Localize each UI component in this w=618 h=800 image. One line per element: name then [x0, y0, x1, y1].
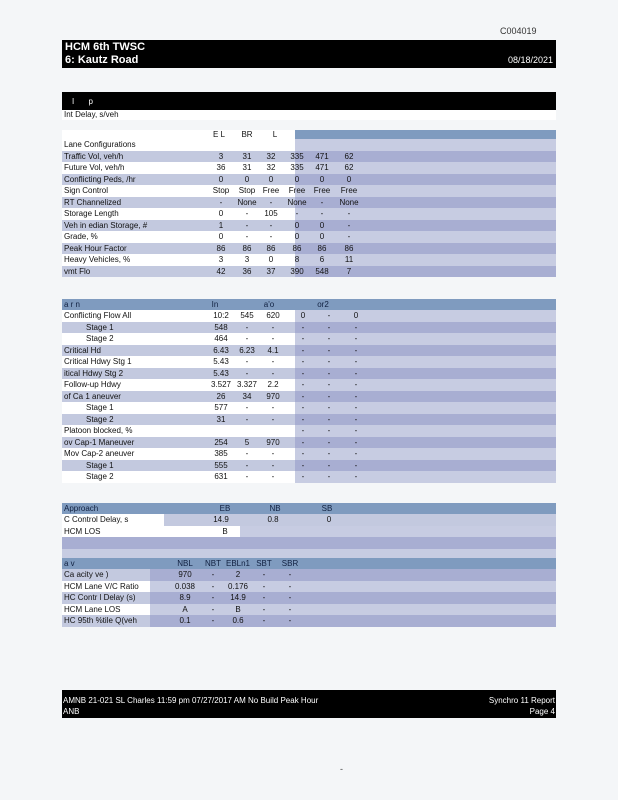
row-cell: - — [347, 232, 351, 241]
row-cell: - — [354, 449, 358, 458]
table-row — [62, 368, 556, 380]
row-cell: 14.9 — [230, 593, 246, 602]
row-cell: - — [327, 472, 331, 481]
row-cell: 32 — [266, 163, 276, 172]
row-cell: - — [271, 322, 275, 332]
row-cell: - — [301, 472, 305, 481]
row-cell: 5.43 — [213, 357, 229, 366]
table-row — [62, 345, 556, 357]
row-cell: 0.6 — [232, 616, 244, 625]
row-cell: - — [269, 232, 273, 241]
row-label: of Ca 1 aneuver — [64, 391, 121, 401]
row-cell: 86 — [216, 243, 226, 253]
row-cell: 7 — [346, 266, 352, 276]
row-cell: - — [347, 220, 351, 230]
row-cell: - — [354, 357, 358, 366]
row-cell: 31 — [216, 414, 226, 424]
row-cell: - — [327, 414, 331, 424]
row-cell: 335 — [290, 151, 304, 161]
row-cell: 0 — [353, 311, 359, 320]
row-label: Critical Hd — [64, 345, 101, 355]
row-cell: 390 — [290, 266, 304, 276]
table-row — [62, 414, 556, 426]
row-cell: - — [301, 334, 305, 343]
row-cell: - — [245, 460, 249, 470]
report-title: HCM 6th TWSC — [65, 41, 146, 53]
approach-header — [62, 503, 556, 514]
row-cell: - — [301, 345, 305, 355]
row-cell: 464 — [214, 334, 228, 343]
row-label: Veh in edian Storage, # — [64, 220, 148, 230]
approach-section — [62, 503, 556, 560]
row-cell: - — [301, 322, 305, 332]
row-label: Mov Cap-2 aneuver — [64, 449, 135, 458]
row-cell: - — [301, 357, 305, 366]
row-cell: - — [245, 209, 249, 218]
row-cell: - — [327, 345, 331, 355]
row-cell: - — [271, 414, 275, 424]
row-cell: - — [245, 449, 249, 458]
row-cell: 86 — [266, 243, 276, 253]
intersection-band — [62, 92, 556, 120]
row-cell: - — [320, 209, 324, 218]
row-label: Stage 1 — [86, 460, 114, 470]
row-cell: 0 — [294, 174, 300, 184]
row-label: Lane Configurations — [64, 140, 136, 149]
row-cell: 0 — [319, 232, 325, 241]
row-cell: - — [301, 414, 305, 424]
row-cell: None — [287, 197, 307, 207]
row-cell: - — [262, 616, 266, 625]
row-label: Stage 1 — [86, 403, 114, 412]
row-cell: - — [269, 220, 273, 230]
table-row — [62, 356, 556, 368]
row-cell: - — [354, 414, 358, 424]
row-cell: Free — [313, 186, 331, 195]
row-cell: A — [182, 604, 188, 614]
footer-line-1: AMNB 21-021 SL Charles 11:59 pm 07/27/2017 AM No Build Peak Hour — [63, 696, 319, 705]
row-cell: - — [301, 380, 305, 389]
table-row — [62, 310, 556, 322]
row-cell: 8 — [294, 255, 300, 264]
row-cell: - — [271, 403, 275, 412]
row-cell: 0 — [300, 311, 306, 320]
row-cell: B — [235, 604, 241, 614]
row-cell: 5 — [244, 437, 250, 447]
row-cell: - — [354, 391, 358, 401]
row-cell: - — [269, 197, 273, 207]
row-cell: - — [327, 311, 331, 320]
row-cell: 37 — [266, 266, 276, 276]
row-cell: - — [262, 604, 266, 614]
row-cell: 6.43 — [213, 345, 229, 355]
row-cell: - — [301, 391, 305, 401]
row-cell: - — [271, 460, 275, 470]
intersection-band-label: I p — [72, 97, 99, 106]
table-row — [62, 162, 556, 174]
document-id: C004019 — [500, 26, 537, 36]
approach-delay-label: C Control Delay, s — [64, 515, 129, 524]
row-cell: Free — [288, 186, 306, 195]
row-label: Storage Length — [64, 209, 119, 218]
approach-los-label: HCM LOS — [64, 526, 101, 536]
row-cell: 42 — [216, 266, 226, 276]
row-label: Grade, % — [64, 232, 98, 241]
row-cell: 34 — [242, 391, 252, 401]
row-cell: 548 — [315, 266, 329, 276]
approach-sb: SB — [321, 504, 333, 513]
lane-rows — [62, 569, 556, 627]
table-row — [62, 231, 556, 243]
row-cell: 86 — [344, 243, 354, 253]
approach-los-row — [62, 526, 556, 538]
row-cell: - — [271, 334, 275, 343]
row-cell: - — [245, 414, 249, 424]
lane-col-sbt: SBT — [256, 559, 272, 568]
row-cell: - — [271, 368, 275, 378]
row-cell: 970 — [266, 391, 280, 401]
row-label: Heavy Vehicles, % — [64, 255, 131, 264]
report-header — [62, 40, 556, 68]
row-cell: None — [339, 197, 359, 207]
row-cell: - — [288, 593, 292, 602]
row-cell: 471 — [315, 151, 329, 161]
lane-header — [62, 558, 556, 569]
row-cell: - — [347, 209, 351, 218]
row-cell: - — [301, 449, 305, 458]
row-cell: 0 — [319, 220, 325, 230]
volume-section — [62, 130, 556, 277]
approach-spacer-1 — [62, 537, 556, 549]
row-label: Stage 2 — [86, 414, 114, 424]
row-cell: 6.23 — [239, 345, 255, 355]
row-cell: - — [354, 460, 358, 470]
row-cell: - — [354, 345, 358, 355]
row-label: HC Contr l Delay (s) — [64, 593, 136, 602]
row-cell: - — [245, 220, 249, 230]
table-row — [62, 604, 556, 616]
table-row — [62, 592, 556, 604]
row-cell: - — [301, 403, 305, 412]
row-cell: 471 — [315, 163, 329, 172]
row-label: Stage 2 — [86, 472, 114, 481]
row-cell: - — [262, 593, 266, 602]
row-label: Future Vol, veh/h — [64, 163, 125, 172]
lane-col-ebln1: EBLn1 — [225, 559, 251, 568]
row-label: Sign Control — [64, 186, 109, 195]
row-cell: None — [237, 197, 257, 207]
row-cell: 0 — [244, 174, 250, 184]
lane-col-sbr: SBR — [281, 559, 299, 568]
movement-col-3: L — [272, 130, 278, 139]
row-cell: - — [327, 380, 331, 389]
row-label: HCM Lane V/C Ratio — [64, 581, 139, 591]
row-label: itical Hdwy Stg 2 — [64, 368, 124, 378]
lane-col-nbl: NBL — [177, 559, 193, 568]
row-cell: - — [219, 197, 223, 207]
row-cell: 0 — [218, 174, 224, 184]
row-label: Platoon blocked, % — [64, 426, 133, 435]
approach-los-eb: B — [222, 526, 228, 536]
table-row — [62, 208, 556, 220]
row-cell: - — [354, 437, 358, 447]
table-row — [62, 379, 556, 391]
row-cell: - — [245, 357, 249, 366]
table-row — [62, 185, 556, 197]
row-cell: - — [354, 426, 358, 435]
row-cell: - — [271, 472, 275, 481]
major-minor-label: a r n — [64, 300, 81, 309]
row-cell: - — [211, 570, 215, 579]
row-cell: 0 — [319, 174, 325, 184]
row-cell: - — [327, 391, 331, 401]
row-cell: - — [262, 570, 266, 579]
movement-col-2: BR — [241, 130, 253, 139]
row-cell: - — [327, 460, 331, 470]
major-minor-section — [62, 299, 556, 483]
row-cell: 254 — [214, 437, 228, 447]
row-cell: 62 — [344, 163, 354, 172]
major-minor-col-2: a'o — [263, 300, 275, 309]
intersection-name: 6: Kautz Road — [65, 54, 139, 66]
row-label: RT Channelized — [64, 197, 122, 207]
row-cell: - — [327, 334, 331, 343]
approach-label: Approach — [64, 504, 99, 513]
row-cell: - — [327, 357, 331, 366]
row-label: HCM Lane LOS — [64, 604, 121, 614]
row-label: Conflicting Flow All — [64, 311, 132, 320]
row-label: Traffic Vol, veh/h — [64, 151, 124, 161]
row-cell: - — [288, 604, 292, 614]
row-cell: 8.9 — [179, 593, 191, 602]
footer-report-name: Synchro 11 Report — [488, 696, 555, 705]
approach-delay-nb: 0.8 — [267, 515, 279, 524]
row-cell: 2.2 — [267, 380, 279, 389]
row-cell: 1 — [218, 220, 224, 230]
footer-line-2: ANB — [63, 707, 80, 716]
table-row — [62, 322, 556, 334]
row-cell: - — [327, 449, 331, 458]
row-cell: 32 — [266, 151, 276, 161]
table-row — [62, 139, 556, 151]
table-row — [62, 471, 556, 483]
row-cell: 0.176 — [227, 581, 249, 591]
row-cell: 31 — [242, 151, 252, 161]
row-label: HC 95th %tile Q(veh — [64, 616, 137, 625]
row-label: Stage 1 — [86, 322, 114, 332]
capacity-rows — [62, 310, 556, 483]
row-cell: 2 — [235, 570, 241, 579]
row-cell: - — [327, 426, 331, 435]
movement-col-1: E L — [212, 130, 225, 139]
footer-page-number: Page 4 — [529, 707, 555, 716]
table-row — [62, 174, 556, 186]
row-cell: - — [327, 437, 331, 447]
table-row — [62, 243, 556, 255]
row-cell: - — [354, 368, 358, 378]
row-cell: 0.038 — [174, 581, 196, 591]
row-cell: - — [354, 380, 358, 389]
row-cell: 0 — [218, 209, 224, 218]
row-cell: Stop — [238, 186, 256, 195]
row-cell: 5.43 — [213, 368, 229, 378]
row-cell: 105 — [264, 209, 278, 218]
row-cell: - — [327, 403, 331, 412]
approach-nb: NB — [269, 504, 281, 513]
approach-delay-sb: 0 — [326, 515, 332, 524]
table-row — [62, 254, 556, 266]
row-cell: - — [320, 197, 324, 207]
row-cell: 548 — [214, 322, 228, 332]
approach-delay-eb: 14.9 — [213, 515, 229, 524]
table-row — [62, 391, 556, 403]
table-row — [62, 151, 556, 163]
row-cell: 970 — [178, 570, 192, 579]
row-label: ov Cap-1 Maneuver — [64, 437, 135, 447]
row-cell: 0.1 — [179, 616, 191, 625]
row-label: Follow-up Hdwy — [64, 380, 121, 389]
table-row — [62, 425, 556, 437]
row-cell: - — [245, 368, 249, 378]
header-fill — [295, 130, 556, 139]
row-cell: - — [262, 581, 266, 591]
table-row — [62, 402, 556, 414]
report-footer — [62, 690, 556, 718]
row-cell: 26 — [216, 391, 226, 401]
row-cell: 555 — [214, 460, 228, 470]
row-cell: 577 — [214, 403, 228, 412]
row-cell: 3.327 — [236, 380, 258, 389]
row-cell: 970 — [266, 437, 280, 447]
lane-section — [62, 558, 556, 627]
row-cell: 631 — [214, 472, 228, 481]
table-row — [62, 266, 556, 278]
table-row — [62, 448, 556, 460]
row-cell: - — [245, 403, 249, 412]
int-delay-label: Int Delay, s/veh — [62, 110, 556, 120]
row-cell: - — [211, 616, 215, 625]
row-cell: 86 — [317, 243, 327, 253]
row-cell: Free — [340, 186, 358, 195]
row-cell: 11 — [344, 255, 354, 264]
table-row — [62, 220, 556, 232]
row-cell: 0 — [268, 174, 274, 184]
row-cell: - — [211, 581, 215, 591]
row-cell: 620 — [266, 311, 280, 320]
row-cell: Stop — [212, 186, 230, 195]
table-row — [62, 581, 556, 593]
row-cell: 6 — [319, 255, 325, 264]
row-cell: 3 — [244, 255, 250, 264]
row-cell: - — [327, 322, 331, 332]
row-cell: - — [245, 322, 249, 332]
lane-col-nbt: NBT — [205, 559, 221, 568]
row-label: Critical Hdwy Stg 1 — [64, 357, 132, 366]
report-date: 08/18/2021 — [507, 55, 553, 65]
major-minor-col-3: or2 — [317, 300, 329, 309]
row-label: vmt Flo — [64, 266, 91, 276]
row-cell: - — [295, 209, 299, 218]
approach-eb: EB — [219, 504, 231, 513]
row-cell: - — [354, 472, 358, 481]
table-row — [62, 437, 556, 449]
row-cell: - — [301, 437, 305, 447]
lane-label: a v — [64, 559, 75, 568]
row-cell: 86 — [292, 243, 302, 253]
row-cell: 335 — [290, 163, 304, 172]
row-cell: - — [354, 403, 358, 412]
row-cell: - — [211, 604, 215, 614]
row-cell: 4.1 — [267, 345, 279, 355]
row-cell: 3 — [218, 255, 224, 264]
row-cell: 385 — [214, 449, 228, 458]
row-cell: Free — [262, 186, 280, 195]
row-cell: 62 — [344, 151, 354, 161]
row-cell: - — [301, 368, 305, 378]
row-cell: 86 — [242, 243, 252, 253]
row-cell: - — [301, 426, 305, 435]
row-cell: - — [354, 334, 358, 343]
row-cell: 545 — [240, 311, 254, 320]
row-cell: 3.527 — [210, 380, 232, 389]
volume-rows — [62, 139, 556, 277]
row-label: Conflicting Peds, /hr — [64, 174, 136, 184]
row-cell: - — [245, 472, 249, 481]
row-cell: - — [288, 616, 292, 625]
row-cell: - — [211, 593, 215, 602]
movement-header-row — [62, 130, 556, 139]
row-cell: 0 — [346, 174, 352, 184]
row-cell: - — [288, 570, 292, 579]
row-cell: 0 — [294, 220, 300, 230]
table-row — [62, 569, 556, 581]
row-cell: - — [245, 334, 249, 343]
table-row — [62, 460, 556, 472]
row-label: Peak Hour Factor — [64, 243, 127, 253]
row-label: Stage 2 — [86, 334, 114, 343]
row-cell: - — [271, 357, 275, 366]
approach-delay-row — [62, 514, 556, 526]
row-cell: 0 — [218, 232, 224, 241]
bottom-mark: - — [340, 764, 343, 774]
row-cell: - — [245, 232, 249, 241]
row-cell: 36 — [216, 163, 226, 172]
row-cell: - — [354, 322, 358, 332]
row-cell: - — [327, 368, 331, 378]
table-row — [62, 197, 556, 209]
row-label: Ca acity ve ) — [64, 570, 109, 579]
row-cell: 10:2 — [213, 311, 229, 320]
table-row — [62, 615, 556, 627]
row-cell: 0 — [294, 232, 300, 241]
major-minor-header — [62, 299, 556, 310]
table-row — [62, 333, 556, 345]
row-cell: - — [288, 581, 292, 591]
major-minor-col-1: In — [211, 300, 219, 309]
row-cell: 31 — [242, 163, 252, 172]
row-cell: - — [271, 449, 275, 458]
row-cell: - — [301, 460, 305, 470]
row-cell: 36 — [242, 266, 252, 276]
row-cell: 0 — [268, 255, 274, 264]
row-cell: 3 — [218, 151, 224, 161]
